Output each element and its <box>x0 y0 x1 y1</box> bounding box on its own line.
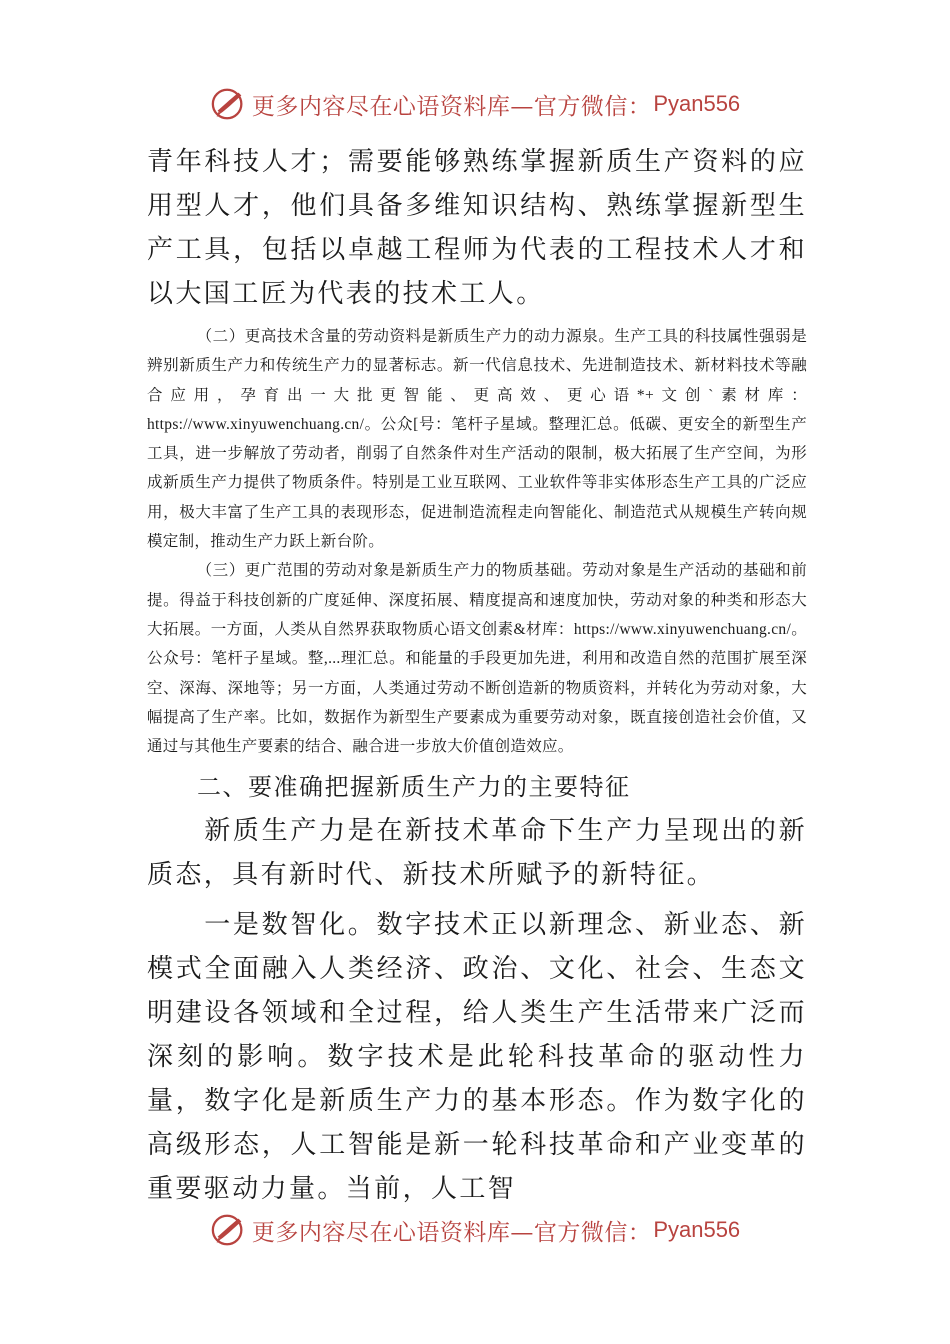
paragraph-continuation: 青年科技人才；需要能够熟练掌握新质生产资料的应用型人才，他们具备多维知识结构、熟练掌握新型生产工具，包括以卓越工程师为代表的工程技术人才和以大国工匠为代表的技术工人。 <box>147 147 807 309</box>
paragraph-digital-intelligence: 一是数智化。数字技术正以新理念、新业态、新模式全面融入人类经济、政治、文化、社会、生态文明建设各领域和全过程，给人类生产生活带来广泛而深刻的影响。数字技术是此轮科技革命的驱动性力量，数字化是新质生产力的基本形态。作为数字化的高级形态，人工智能是新一轮科技革命和产业变革的重要驱动力量。当前，人工智 <box>147 910 807 1205</box>
watermark-wechat-id: Pyan556 <box>653 91 741 116</box>
pen-logo-icon <box>210 1211 248 1249</box>
pen-logo-icon <box>210 85 248 123</box>
paragraph-new-features: 新质生产力是在新技术革命下生产力呈现出的新质态，具有新时代、新技术所赋予的新特征。 <box>147 816 807 891</box>
paragraph-labor-materials: （二）更高技术含量的劳动资料是新质生产力的动力源泉。生产工具的科技属性强弱是辨别新质生产力和传统生产力的显著标志。新一代信息技术、先进制造技术、新材料技术等融合应用，孕育出一大批更智能、更高效、更心语*+文创`素材库：https://www.xinyuwenchuang.cn/。公众[号：笔杆子星域。整理汇总。低碳、更安全的新型生产工具，进一步解放了劳动者，削弱了自然条件对生产活动的限制，极大拓展了生产空间，为形成新质生产力提供了物质条件。特别是工业互联网、工业软件等非实体形态生产工具的广泛应用，极大丰富了生产工具的表现形态，促进制造流程走向智能化、制造范式从规模生产转向规模定制，推动生产力跃上新台阶。 <box>147 328 807 551</box>
footer-watermark <box>0 1208 950 1252</box>
section-heading: 二、要准确把握新质生产力的主要特征 <box>197 773 631 802</box>
paragraph-labor-objects: （三）更广范围的劳动对象是新质生产力的物质基础。劳动对象是生产活动的基础和前提。得益于科技创新的广度延伸、深度拓展、精度提高和速度加快，劳动对象的种类和形态大大拓展。一方面，人类从自然界获取物质心语文创素&材库：https://www.xinyuwenchuang.cn/。公众号：笔杆子星域。整,...理汇总。和能量的手段更加先进，利用和改造自然的范围扩展至深空、深海、深地等；另一方面，人类通过劳动不断创造新的物质资料，并转化为劳动对象，大幅提高了生产率。比如，数据作为新型生产要素成为重要劳动对象，既直接创造社会价值，又通过与其他生产要素的结合、融合进一步放大价值创造效应。 <box>147 562 807 756</box>
header-watermark <box>0 82 950 126</box>
watermark-text: 更多内容尽在心语资料库—官方微信： <box>251 1219 652 1246</box>
watermark-wechat-id: Pyan556 <box>653 1217 741 1242</box>
document-body <box>147 140 807 1211</box>
watermark-text: 更多内容尽在心语资料库—官方微信： <box>251 93 652 120</box>
